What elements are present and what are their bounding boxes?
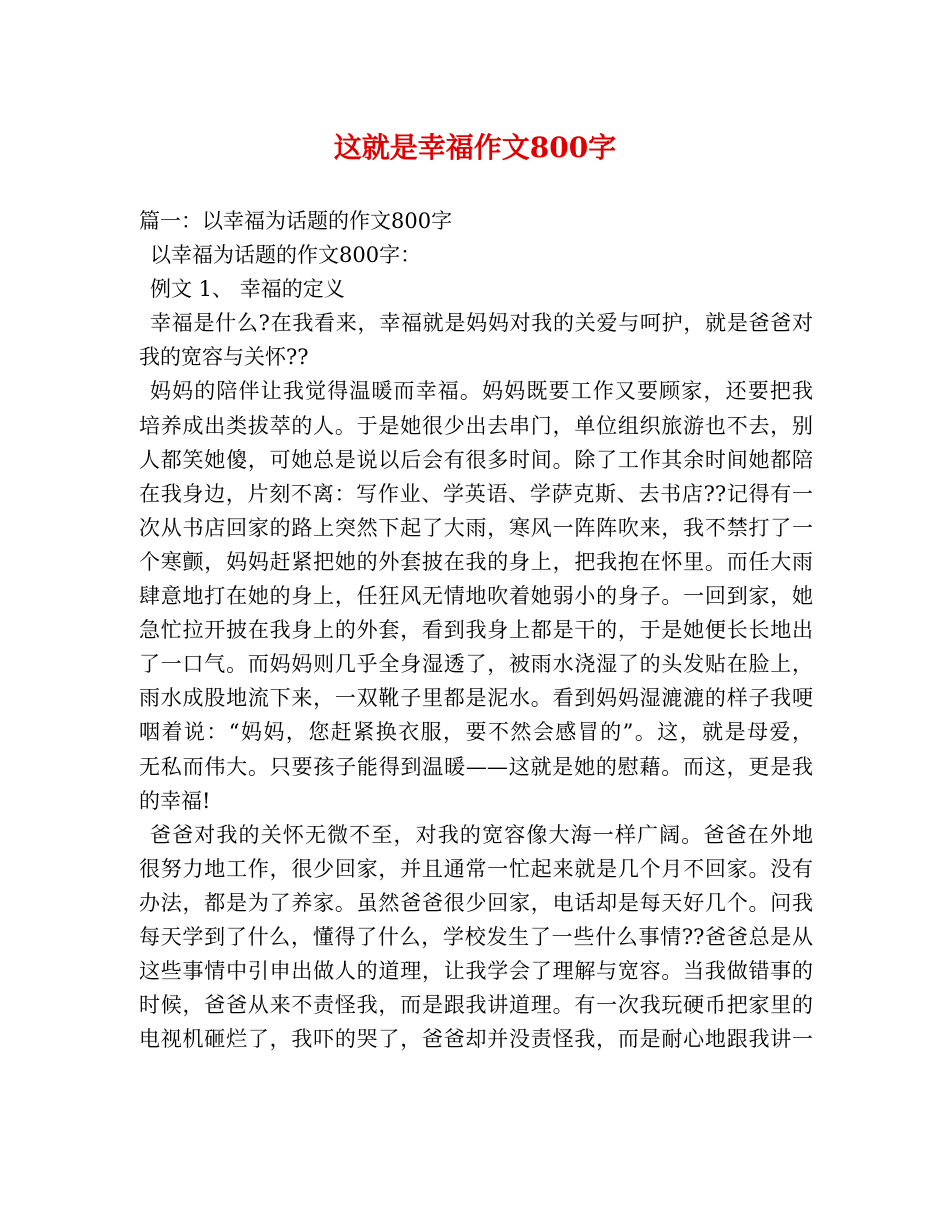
- body-line: 人都笑她傻，可她总是说以后会有很多时间。除了工作其余时间她都陪: [139, 447, 813, 472]
- body-line: 次从书店回家的路上突然下起了大雨，寒风一阵阵吹来，我不禁打了一: [139, 515, 813, 540]
- body-line: 了一口气。而妈妈则几乎全身湿透了，被雨水浇湿了的头发贴在脸上，: [139, 652, 813, 677]
- body-line: 雨水成股地流下来，一双靴子里都是泥水。看到妈妈湿漉漉的样子我哽: [139, 686, 813, 711]
- body-line: 每天学到了什么，懂得了什么，学校发生了一些什么事情??爸爸总是从: [139, 924, 813, 949]
- body-line: 我的宽容与关怀??: [139, 345, 309, 370]
- body-line: 咽着说：“妈妈，您赶紧换衣服，要不然会感冒的”。这，就是母爱，: [139, 720, 813, 745]
- body-line: 肆意地打在她的身上，任狂风无情地吹着她弱小的身子。一回到家，她: [139, 584, 813, 609]
- body-line: 的幸福!: [139, 788, 211, 813]
- body-line: 个寒颤，妈妈赶紧把她的外套披在我的身上，把我抱在怀里。而任大雨: [139, 549, 813, 574]
- document-body: [139, 204, 813, 1056]
- body-line: 办法，都是为了养家。虽然爸爸很少回家，电话却是每天好几个。问我: [139, 890, 813, 915]
- body-line: 培养成出类拔萃的人。于是她很少出去串门，单位组织旅游也不去，别: [139, 413, 813, 438]
- body-line: 电视机砸烂了，我吓的哭了，爸爸却并没责怪我，而是耐心地跟我讲一: [139, 1027, 813, 1052]
- body-line: 急忙拉开披在我身上的外套，看到我身上都是干的，于是她便长长地出: [139, 618, 813, 643]
- body-line: 妈妈的陪伴让我觉得温暖而幸福。妈妈既要工作又要顾家，还要把我: [150, 379, 813, 404]
- body-line: 无私而伟大。只要孩子能得到温暖——这就是她的慰藉。而这，更是我: [139, 754, 813, 779]
- body-line: 幸福是什么?在我看来，幸福就是妈妈对我的关爱与呵护，就是爸爸对: [150, 311, 813, 336]
- body-line: 爸爸对我的关怀无微不至，对我的宽容像大海一样广阔。爸爸在外地: [150, 822, 813, 847]
- body-line: 在我身边，片刻不离：写作业、学英语、学萨克斯、去书店??记得有一: [139, 481, 813, 506]
- body-line: 以幸福为话题的作文800字：: [150, 243, 422, 268]
- body-line: 这些事情中引申出做人的道理，让我学会了理解与宽容。当我做错事的: [139, 959, 813, 984]
- body-line: 例文 1、 幸福的定义: [150, 277, 345, 302]
- body-line: 时候，爸爸从来不责怪我，而是跟我讲道理。有一次我玩硬币把家里的: [139, 993, 813, 1018]
- document-title: 这就是幸福作文800字: [333, 131, 617, 164]
- body-line: 很努力地工作，很少回家，并且通常一忙起来就是几个月不回家。没有: [139, 856, 813, 881]
- body-line: 篇一：以幸福为话题的作文800字: [139, 209, 453, 233]
